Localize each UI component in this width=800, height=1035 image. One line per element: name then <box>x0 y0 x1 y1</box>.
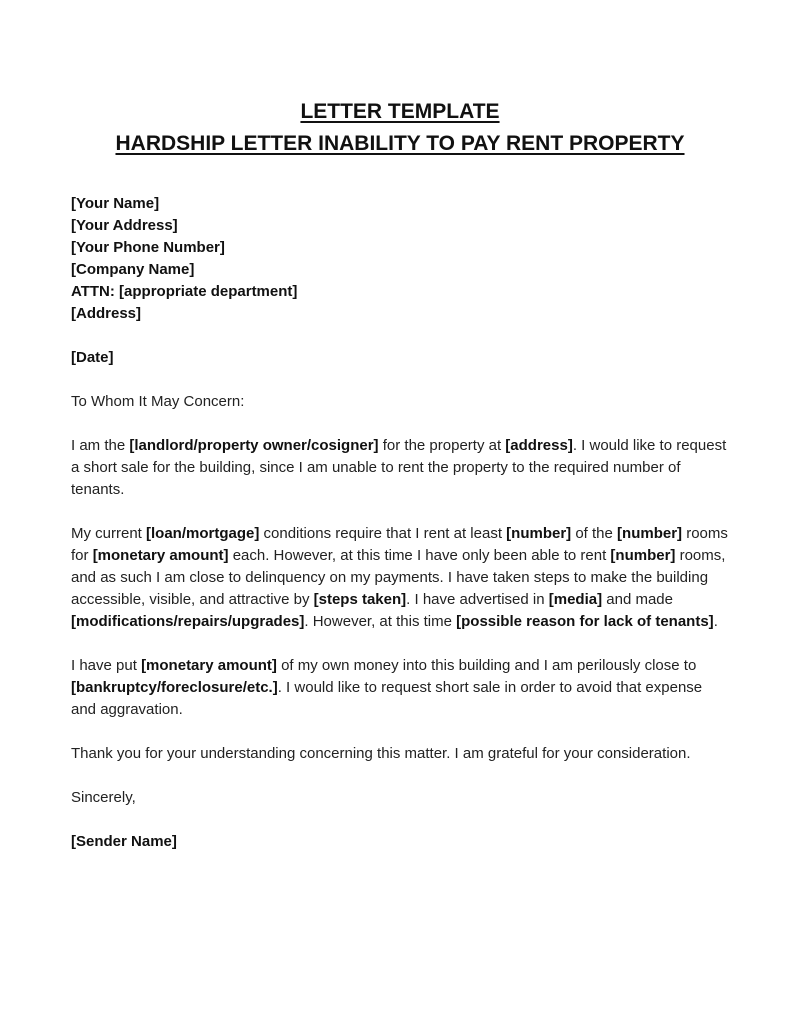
sender-address-block <box>71 193 731 325</box>
placeholder-modifications: [modifications/repairs/upgrades] <box>71 613 305 630</box>
text-span: each. However, at this time I have only been able to rent <box>228 547 611 564</box>
placeholder-number: [number] <box>617 525 683 542</box>
placeholder-address: [address] <box>505 437 573 454</box>
sender-name-signature: [Sender Name] <box>71 833 177 850</box>
text-span: for the property at <box>378 437 506 454</box>
paragraph-2 <box>71 523 731 633</box>
placeholder-reason: [possible reason for lack of tenants] <box>456 613 714 630</box>
text-span: of my own money into this building and I am perilously close to <box>276 657 697 674</box>
placeholder-steps-taken: [steps taken] <box>313 591 407 608</box>
attn-line: ATTN: [appropriate department] <box>71 283 298 300</box>
sender-name-placeholder: [Your Name] <box>71 195 160 212</box>
text-span: and made <box>602 591 673 608</box>
placeholder-monetary-amount: [monetary amount] <box>92 547 229 564</box>
text-span: . I have advertised in <box>406 591 549 608</box>
text-span: of the <box>571 525 618 542</box>
paragraph-3 <box>71 655 731 721</box>
letter-title-block <box>0 96 800 160</box>
text-span: I am the <box>71 437 130 454</box>
date-placeholder: [Date] <box>71 349 114 366</box>
company-name-placeholder: [Company Name] <box>71 261 195 278</box>
sender-address-placeholder: [Your Address] <box>71 217 178 234</box>
template-heading: LETTER TEMPLATE <box>300 100 500 123</box>
text-span: I have put <box>71 657 142 674</box>
recipient-address-placeholder: [Address] <box>71 305 142 322</box>
text-span: . <box>713 613 718 630</box>
placeholder-media: [media] <box>548 591 603 608</box>
paragraph-1 <box>71 435 731 501</box>
text-span: Thank you for your understanding concerning this matter. I am grateful for your consideration. <box>71 745 691 762</box>
text-span: . However, at this time <box>304 613 457 630</box>
salutation: To Whom It May Concern: <box>71 393 245 410</box>
letter-subject-heading: HARDSHIP LETTER INABILITY TO PAY RENT PROPERTY <box>115 132 685 155</box>
sender-phone-placeholder: [Your Phone Number] <box>71 239 225 256</box>
closing: Sincerely, <box>71 789 136 806</box>
text-span: rooms, and as such I am close to delinquency on my payments. I have taken steps to make the building accessible, visible, and attractive by <box>71 547 726 608</box>
placeholder-loan: [loan/mortgage] <box>146 525 260 542</box>
text-span: rooms for <box>71 525 728 564</box>
text-span: . I would like to request short sale in order to avoid that expense and aggravation. <box>71 679 703 718</box>
placeholder-number: [number] <box>610 547 676 564</box>
placeholder-bankruptcy: [bankruptcy/foreclosure/etc.] <box>71 679 278 696</box>
letter-body <box>71 193 731 853</box>
placeholder-monetary-amount: [monetary amount] <box>141 657 277 674</box>
placeholder-role: [landlord/property owner/cosigner] <box>129 437 379 454</box>
text-span: conditions require that I rent at least <box>259 525 507 542</box>
text-span: My current <box>71 525 147 542</box>
text-span: . I would like to request a short sale for the building, since I am unable to rent the property to the required number of tenants. <box>71 437 727 498</box>
paragraph-4 <box>71 743 731 765</box>
placeholder-number: [number] <box>506 525 572 542</box>
